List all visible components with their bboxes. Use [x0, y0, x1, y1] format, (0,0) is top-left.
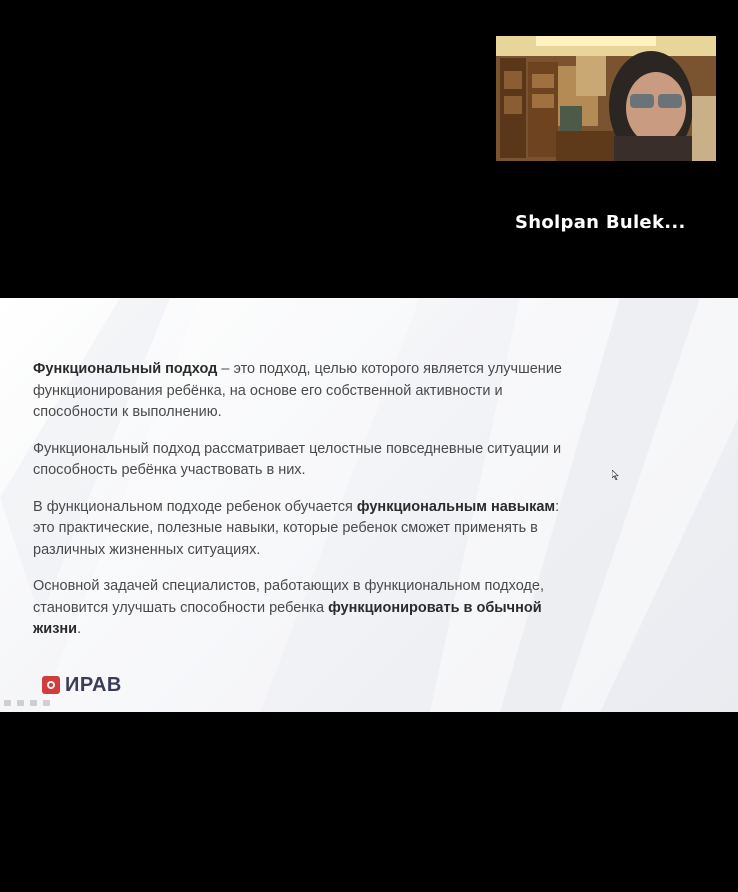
toolbar-slides-icon[interactable]: [30, 700, 37, 706]
slide-text-body: [33, 359, 583, 656]
paragraph-skills-bold: функциональным навыкам: [356, 498, 556, 515]
paragraph-skills-post: : это практические, полезные навыки, которые ребенок сможет применять в различных жизненных ситуациях.: [33, 498, 560, 558]
paragraph-skills: [33, 497, 583, 562]
paragraph-goal-post: .: [77, 621, 82, 637]
paragraph-definition-term: Функциональный подход: [33, 361, 218, 377]
slide-toolbar[interactable]: [4, 700, 50, 706]
paragraph-situations: [33, 439, 583, 482]
paragraph-goal-pre: Основной задачей специалистов, работающих в функциональном подходе, становится улучшать способности ребенка: [33, 578, 544, 616]
participant-video[interactable]: [496, 36, 716, 161]
logo-text: ИРАВ: [65, 673, 122, 696]
participant-video-frame: [496, 36, 716, 161]
paragraph-goal-bold: функционировать в обычной жизни: [33, 599, 542, 637]
paragraph-situations-text: Функциональный подход рассматривает целостные повседневные ситуации и способность ребёнка участвовать в них.: [33, 440, 562, 478]
irav-logo: [42, 674, 122, 696]
paragraph-goal: [33, 576, 583, 641]
toolbar-more-icon[interactable]: [43, 700, 50, 706]
paragraph-skills-pre: В функциональном подходе ребенок обучается: [33, 498, 357, 515]
shared-slide: [0, 298, 738, 712]
toolbar-prev-icon[interactable]: [4, 700, 11, 706]
video-strip: [0, 0, 738, 298]
paragraph-definition: [33, 359, 583, 424]
bottom-strip: [0, 712, 738, 892]
paragraph-definition-text: – это подход, целью которого является улучшение функционирования ребёнка, на основе его собственной активности и способности к выполнению.: [33, 361, 562, 420]
toolbar-pen-icon[interactable]: [17, 700, 24, 706]
participant-name: Sholpan Bulek...: [515, 212, 686, 233]
irav-logo-icon: [42, 676, 60, 694]
pointer-cursor-icon: [612, 470, 619, 480]
